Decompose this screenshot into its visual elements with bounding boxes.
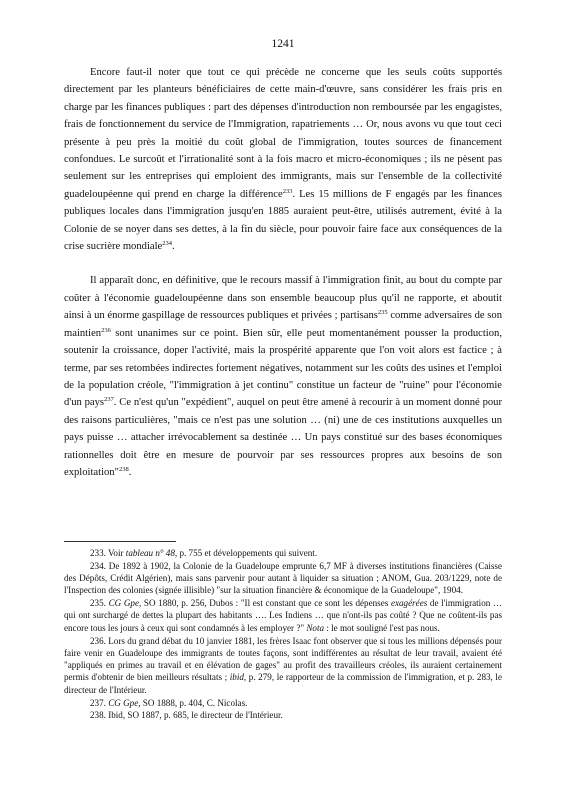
footnote-236 xyxy=(64,635,502,696)
footnote-233-italic: tableau n° 48 xyxy=(125,548,175,558)
paragraph-1-text-b: . Les 15 millions de F engagés par les finances publiques locales dans l'immigration jusqu'en 1885 auraient peut-être, utilisés autrement, évité à la Colonie de se noyer dans ses dettes, à la fin du siècle, pour pouvoir faire face aux conséquences de la crise sucrière mondiale xyxy=(64,188,503,253)
footnote-234-text: 234. De 1892 à 1902, la Colonie de la Guadeloupe emprunte 6,7 MF à diverses institutions financières (Caisse des Dépôts, Crédit Algérien), mais sans parvenir pour autant à liquider sa situation ; ANOM, Gua. 203/1229, note de l'Inspection des colonies (signée illisible) "sur la situation financière & économique de la Guadeloupe", 1904. xyxy=(64,560,502,596)
footnote-separator xyxy=(64,541,176,542)
footnote-236-text-b: , p. 279, le rapporteur de la commission de l'immigration, et p. 283, le directeur de l'Intérieur. xyxy=(64,672,502,695)
paragraph-2-text-c: sont unanimes sur ce point. Bien sûr, elle peut momentanément pousser la production, soutenir la croissance, doper l'activité, mais la prospérité apparente que l'on voit alors est factice ; à terme, par ses retombées indirectes fortement négatives, notamment sur les coûts des usines et l'emploi de la population créole, "l'immigration à jet continu" constitue un facteur de "ruine" pour l'économie d'un pays xyxy=(64,327,502,409)
footnote-236-text-a: 236. Lors du grand débat du 10 janvier 1881, les frères Isaac font observer que si tous les millions dépensés pour faire venir en Guadeloupe des immigrants de toutes façons, sont indifférentes au résultat de leur travail, avaient été "appliqués en primes au travail et en élévation de gages" au profit des travailleurs créoles, ils auraient certainement permis d'obtenir de bien meilleurs résultats ; xyxy=(64,635,502,683)
footnote-235-italic-b: exagérées xyxy=(390,598,428,609)
footnote-237-text-a: 237. xyxy=(90,697,109,708)
paragraph-2-text-d: . Ce n'est qu'un "expédient", auquel on peut être amené à recourir à un moment donné pour des raisons particulières, "mais ce n'est pas une solution … (ni) une de ces institutions auxquelles un pays puisse … attacher irrévocablement sa destinée … Un pays constitué sur des bases économiques rationnelles doit être en mesure de pourvoir par ses ressources propres aux besoins de son exploitation" xyxy=(64,397,502,478)
footnote-233-text-b: , p. 755 et développements qui suivent. xyxy=(174,548,318,558)
footnote-238-text: 238. Ibid, SO 1887, p. 685, le directeur de l'Intérieur. xyxy=(90,710,283,721)
footnote-235-text-b: , SO 1880, p. 256, Dubos : "Il est constant que ce sont les dépenses xyxy=(139,598,391,609)
paragraph-2 xyxy=(64,272,502,481)
footnote-ref-233: 233 xyxy=(282,187,293,195)
paragraph-2-text-b: comme adversaires de son maintien xyxy=(64,310,503,339)
footnote-237-italic: CG Gpe xyxy=(108,697,139,708)
footnote-237-text-b: , SO 1888, p. 404, C. Nicolas. xyxy=(138,697,248,708)
footnote-238 xyxy=(64,709,502,721)
footnote-ref-236: 236 xyxy=(101,326,111,334)
footnote-235-italic-a: CG Gpe xyxy=(108,598,139,609)
paragraph-1-text-c: . xyxy=(172,241,175,253)
footnote-ref-235: 235 xyxy=(377,309,388,317)
footnote-236-italic: ibid xyxy=(229,672,244,683)
footnote-235-text-d: : le mot souligné l'est pas nous. xyxy=(324,622,440,633)
paragraph-2-text-a: Il apparaît donc, en définitive, que le recours massif à l'immigration finit, au bout du compte par coûter à l'économie guadeloupéenne dans son ensemble beaucoup plus qu'il ne rapporte, et aboutit ainsi à un énorme gaspillage de ressources publiques et privées ; partisans xyxy=(64,275,502,322)
footnotes xyxy=(64,547,502,722)
footnote-234 xyxy=(64,560,502,597)
footnote-ref-234: 234 xyxy=(162,240,172,248)
footnote-233-text-a: 233. Voir xyxy=(90,548,126,558)
footnote-ref-238: 238 xyxy=(118,465,129,473)
main-text xyxy=(64,64,502,481)
footnote-ref-237: 237 xyxy=(104,396,114,404)
footnote-233 xyxy=(64,547,502,559)
footnote-235-italic-c: Nota xyxy=(306,622,325,633)
page-number: 1241 xyxy=(271,38,295,50)
paragraph-1 xyxy=(64,64,502,255)
paragraph-1-text-a: Encore faut-il noter que tout ce qui précède ne concerne que les seuls coûts supportés directement par les planteurs bénéficiaires de cette main-d'œuvre, sans considérer les frais pris en charge par les finances publiques : part des dépenses d'introduction non remboursée par les engagistes, frais de fonctionnement du service de l'Immigration, rapatriements … Or, nous avons vu que tout ceci présente à peu près la moitié du coût global de l'immigration, toutes sources de financement confondues. Le surcoût et l'irrationalité sont à la fois macro et micro-économiques ; ils ne pèsent pas seulement sur les entreprises qui emploient des immigrants, mais sur l'ensemble de la collectivité guadeloupéenne qui prend en charge la différence xyxy=(64,67,502,200)
footnote-235-text-a: 235. xyxy=(90,598,109,609)
footnote-235-text-c: de l'immigration … qui ont surchargé de dettes la plupart des habitants …. Les Indiens … que n'ont-ils pas coûté ? Que ne coûtent-ils pas encore tous les jours à ceux qui sont condamnés à les employer ?" xyxy=(64,598,503,633)
footnote-237 xyxy=(64,697,502,709)
footnote-235 xyxy=(64,597,502,634)
paragraph-2-text-e: . xyxy=(128,466,132,478)
